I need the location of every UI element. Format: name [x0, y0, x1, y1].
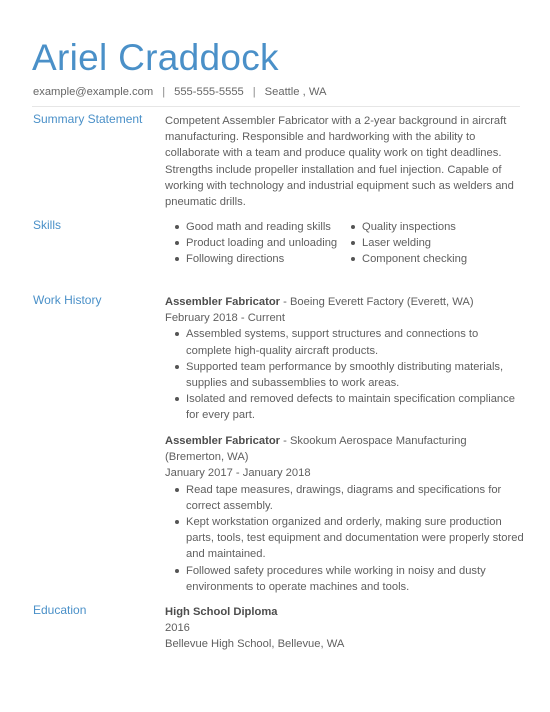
job-bullet: Followed safety procedures while working in noisy and dusty environments to operate machines and tools.: [165, 563, 525, 595]
job-bullet: Kept workstation organized and orderly, making sure production parts, tools, test equipment and documentation were properly stored and maintained.: [165, 514, 525, 563]
education-school: Bellevue High School, Bellevue, WA: [165, 638, 345, 651]
section-label-education: Education: [33, 603, 87, 617]
contact-line: [33, 86, 326, 98]
skill-item: Product loading and unloading: [165, 235, 349, 251]
summary-text: Competent Assembler Fabricator with a 2-year background in aircraft manufacturing. Responsible and hardworking with the ability to collaborate with a team and produce quality work on tight deadlines. Strengths include propeller installation and fuel injection. Capable of working with technology and industrial equipment such as welders and pneumatic drills.: [165, 115, 514, 209]
job-company: - Boeing Everett Factory (Everett, WA): [280, 296, 474, 308]
job-bullets: [165, 482, 525, 595]
job-company: - Skookum Aerospace Manufacturing (Bremerton, WA): [165, 435, 467, 464]
skills-list: [165, 219, 522, 268]
candidate-name: Ariel Craddock: [32, 37, 279, 78]
skill-item: Laser welding: [349, 235, 519, 251]
contact-separator: |: [162, 86, 166, 98]
job-bullet: Assembled systems, support structures and connections to complete high-quality aircraft products.: [165, 326, 525, 358]
skill-item: Good math and reading skills: [165, 219, 349, 235]
location-text: Seattle , WA: [264, 86, 327, 98]
job-heading: [165, 433, 525, 465]
education-degree: High School Diploma: [165, 606, 278, 618]
job-heading: [165, 294, 525, 310]
skill-item: Quality inspections: [349, 219, 519, 235]
section-label-skills: Skills: [33, 218, 62, 232]
job-dates: January 2017 - January 2018: [165, 467, 311, 480]
email-text: example@example.com: [33, 86, 154, 98]
header-divider: [32, 106, 520, 107]
job-bullet: Read tape measures, drawings, diagrams and specifications for correct assembly.: [165, 482, 525, 514]
job-dates: February 2018 - Current: [165, 312, 286, 325]
job-bullet: Supported team performance by smoothly distributing materials, supplies and subassemblies to work areas.: [165, 359, 525, 391]
job-title: Assembler Fabricator: [165, 435, 281, 447]
education-entry: [165, 604, 522, 653]
job-title: Assembler Fabricator: [165, 296, 281, 308]
contact-separator: |: [252, 86, 256, 98]
job-entry-2: [165, 433, 525, 595]
education-year: 2016: [165, 622, 190, 635]
section-label-summary: Summary Statement: [33, 112, 143, 126]
skills-column-2: [349, 219, 519, 268]
skill-item: Component checking: [349, 251, 519, 267]
skills-column-1: [165, 219, 349, 268]
phone-text: 555-555-5555: [174, 86, 244, 98]
section-label-work-history: Work History: [33, 293, 102, 307]
job-entry-1: [165, 294, 525, 424]
skill-item: Following directions: [165, 251, 349, 267]
job-bullets: [165, 326, 525, 423]
job-bullet: Isolated and removed defects to maintain specification compliance for every part.: [165, 391, 525, 423]
